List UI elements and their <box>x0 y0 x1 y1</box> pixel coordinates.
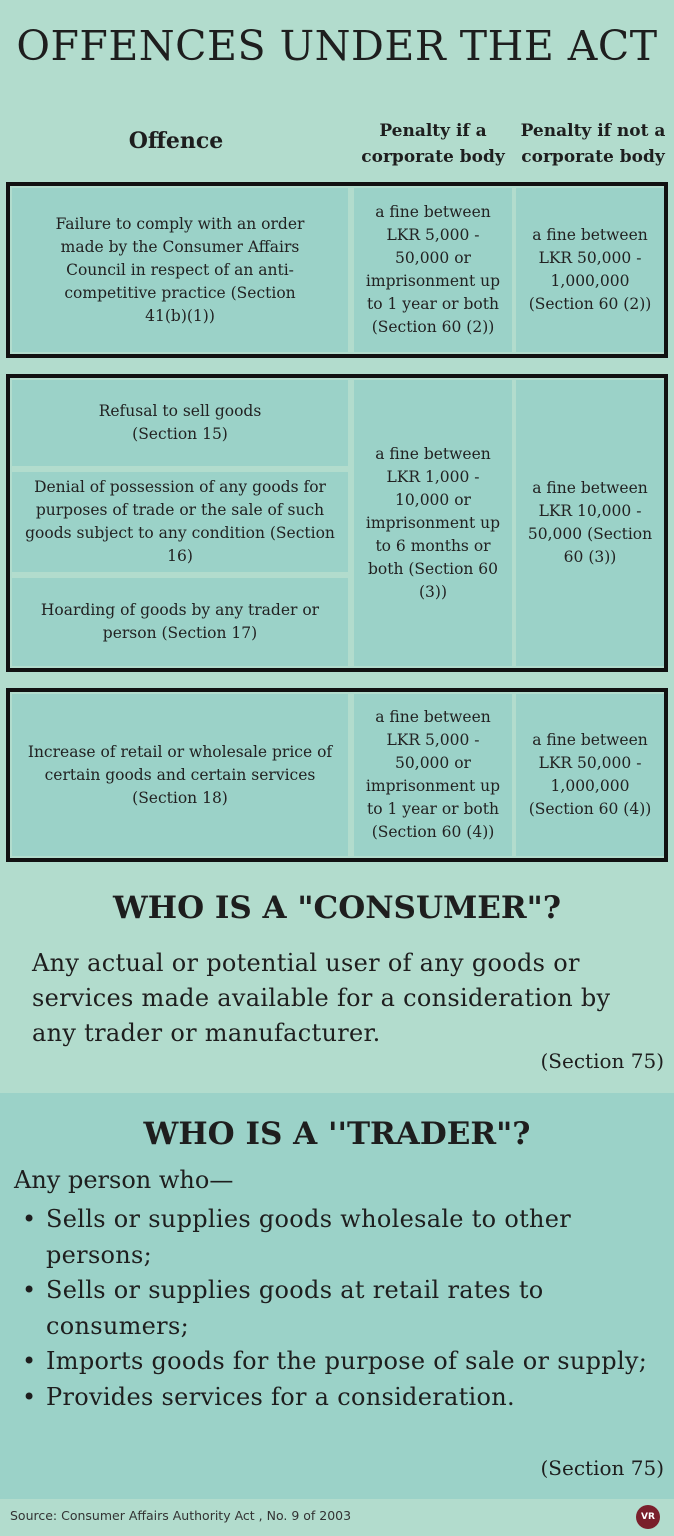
brand-logo: VR <box>636 1505 660 1529</box>
consumer-definition: Any actual or potential user of any goods or services made available for a consideration by any trader or manufacturer. <box>32 949 611 1047</box>
trader-section-ref: (Section 75) <box>540 1456 664 1480</box>
consumer-section-ref: (Section 75) <box>540 1049 664 1073</box>
bullet-icon: • <box>22 1205 37 1233</box>
bullet-icon: • <box>22 1382 37 1411</box>
bullet-icon: • <box>22 1276 37 1304</box>
bullet-icon: • <box>22 1347 37 1375</box>
list-item: • Imports goods for the purpose of sale or supply; <box>14 1344 654 1380</box>
trader-intro: Any person who— <box>14 1166 234 1194</box>
header-offence: Offence <box>128 128 224 154</box>
list-item: • Sells or supplies goods wholesale to other persons; <box>14 1202 654 1273</box>
header-corporate-penalty: Penalty if a corporate body <box>361 121 505 167</box>
offence-group-1 <box>6 182 668 358</box>
offence-cell: Failure to comply with an order made by the Consumer Affairs Council in respect of an anti-competitive practice (Section 41(b)(1)) <box>12 188 348 352</box>
offence-cell: Refusal to sell goods (Section 15) <box>12 380 348 466</box>
list-item: • Sells or supplies goods at retail rates to consumers; <box>14 1273 654 1344</box>
trader-list <box>14 1202 654 1415</box>
list-item: • Provides services for a consideration. <box>14 1380 654 1416</box>
offence-group-3 <box>6 688 668 862</box>
header-non-corporate-penalty: Penalty if not a corporate body <box>520 121 666 167</box>
consumer-heading: WHO IS A "CONSUMER"? <box>112 890 562 926</box>
offence-cell: Increase of retail or wholesale price of certain goods and certain services (Section 18) <box>12 694 348 856</box>
source-citation: Source: Consumer Affairs Authority Act , No. 9 of 2003 <box>10 1508 352 1523</box>
page-title: OFFENCES UNDER THE ACT <box>16 22 658 70</box>
corporate-penalty-cell: a fine between LKR 1,000 - 10,000 or imprisonment up to 6 months or both (Section 60 (3)) <box>354 380 512 666</box>
corporate-penalty-cell: a fine between LKR 5,000 - 50,000 or imprisonment up to 1 year or both (Section 60 (4)) <box>354 694 512 856</box>
footer <box>0 1499 674 1536</box>
offence-cell: Hoarding of goods by any trader or person (Section 17) <box>12 578 348 666</box>
non-corporate-penalty-cell: a fine between LKR 10,000 - 50,000 (Section 60 (3)) <box>516 380 664 666</box>
trader-heading: WHO IS A ''TRADER"? <box>143 1116 531 1152</box>
offence-group-2 <box>6 374 668 672</box>
offence-cell: Denial of possession of any goods for purposes of trade or the sale of such goods subject to any condition (Section 16) <box>12 472 348 572</box>
non-corporate-penalty-cell: a fine between LKR 50,000 - 1,000,000 (Section 60 (2)) <box>516 188 664 352</box>
corporate-penalty-cell: a fine between LKR 5,000 - 50,000 or imprisonment up to 1 year or both (Section 60 (2)) <box>354 188 512 352</box>
non-corporate-penalty-cell: a fine between LKR 50,000 - 1,000,000 (Section 60 (4)) <box>516 694 664 856</box>
